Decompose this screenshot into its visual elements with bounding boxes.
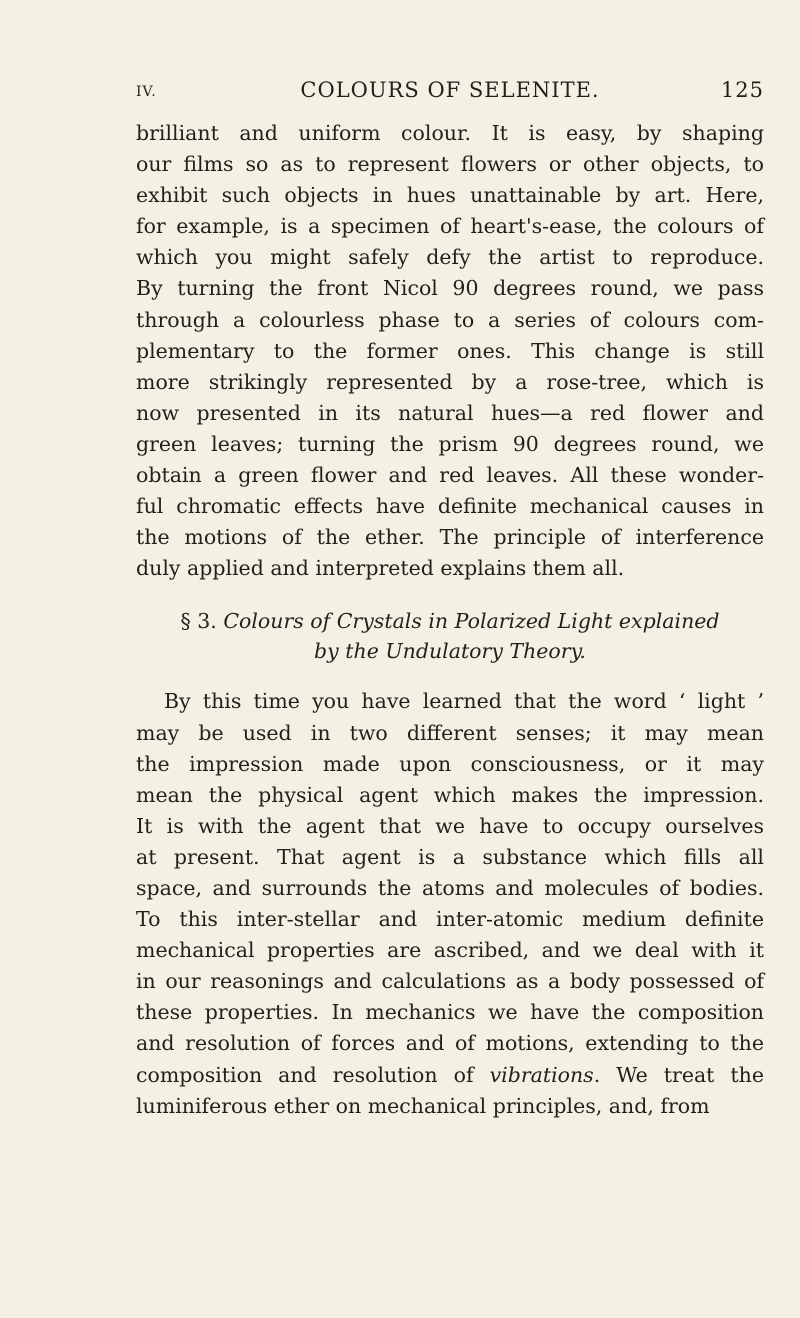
- text-line: and resolution of forces and of motions, extending to the: [136, 1031, 764, 1056]
- section-symbol: § 3.: [180, 609, 217, 634]
- text-line: obtain a green flower and red leaves. All these wonder-: [136, 463, 764, 488]
- body-text: [136, 118, 764, 1122]
- text-line: green leaves; turning the prism 90 degrees round, we: [136, 431, 764, 456]
- text-line: space, and surrounds the atoms and molecules of bodies.: [136, 875, 764, 900]
- text-line: ful chromatic effects have definite mechanical causes in: [136, 494, 764, 519]
- section-heading: [136, 606, 764, 666]
- page-number: 125: [720, 78, 764, 102]
- paragraph-2: [136, 686, 764, 1121]
- text-line: brilliant and uniform colour. It is easy, by shaping: [136, 121, 764, 145]
- text-line: mechanical properties are ascribed, and we deal with it: [136, 938, 764, 963]
- text-line: By turning the front Nicol 90 degrees round, we pass: [136, 276, 764, 301]
- text-line: may be used in two different senses; it may mean: [136, 720, 764, 745]
- text-line: To this inter-stellar and inter-atomic medium definite: [136, 907, 764, 932]
- text-line: duly applied and interpreted explains them all.: [136, 556, 625, 581]
- text-line: exhibit such objects in hues unattainable by art. Here,: [136, 183, 764, 208]
- text-line: plementary to the former ones. This change is still: [136, 338, 764, 363]
- running-header: [136, 78, 764, 108]
- text-line: It is with the agent that we have to occupy ourselves: [136, 813, 764, 838]
- text-line: in our reasonings and calculations as a body possessed of: [136, 969, 764, 994]
- text-line: more strikingly represented by a rose-tree, which is: [136, 369, 764, 394]
- text-line: at present. That agent is a substance which fills all: [136, 844, 764, 869]
- section-title-line-1: Colours of Crystals in Polarized Light explained: [223, 609, 720, 634]
- text-line: composition and resolution of vibrations. We treat the: [136, 1062, 764, 1087]
- text-line: which you might safely defy the artist to reproduce.: [136, 245, 764, 270]
- text-line: these properties. In mechanics we have the composition: [136, 1000, 764, 1025]
- text-line: through a colourless phase to a series of colours com-: [136, 307, 764, 332]
- text-line: mean the physical agent which makes the impression.: [136, 782, 764, 807]
- text-line: By this time you have learned that the word ‘ light ’: [164, 689, 764, 714]
- text-line: for example, is a specimen of heart's-ease, the colours of: [136, 214, 764, 239]
- text-line: the motions of the ether. The principle of interference: [136, 525, 764, 550]
- text-line: luminiferous ether on mechanical principles, and, from: [136, 1093, 710, 1118]
- text-line: the impression made upon consciousness, or it may: [136, 751, 764, 776]
- text-line: our films so as to represent flowers or other objects, to: [136, 152, 764, 177]
- text-line: now presented in its natural hues—a red flower and: [136, 400, 764, 425]
- section-title-line-2: by the Undulatory Theory.: [314, 639, 586, 664]
- chapter-mark: IV.: [136, 84, 157, 100]
- running-title: COLOURS OF SELENITE.: [300, 78, 600, 102]
- paragraph-1: [136, 118, 764, 584]
- italic-word: vibrations: [489, 1062, 594, 1087]
